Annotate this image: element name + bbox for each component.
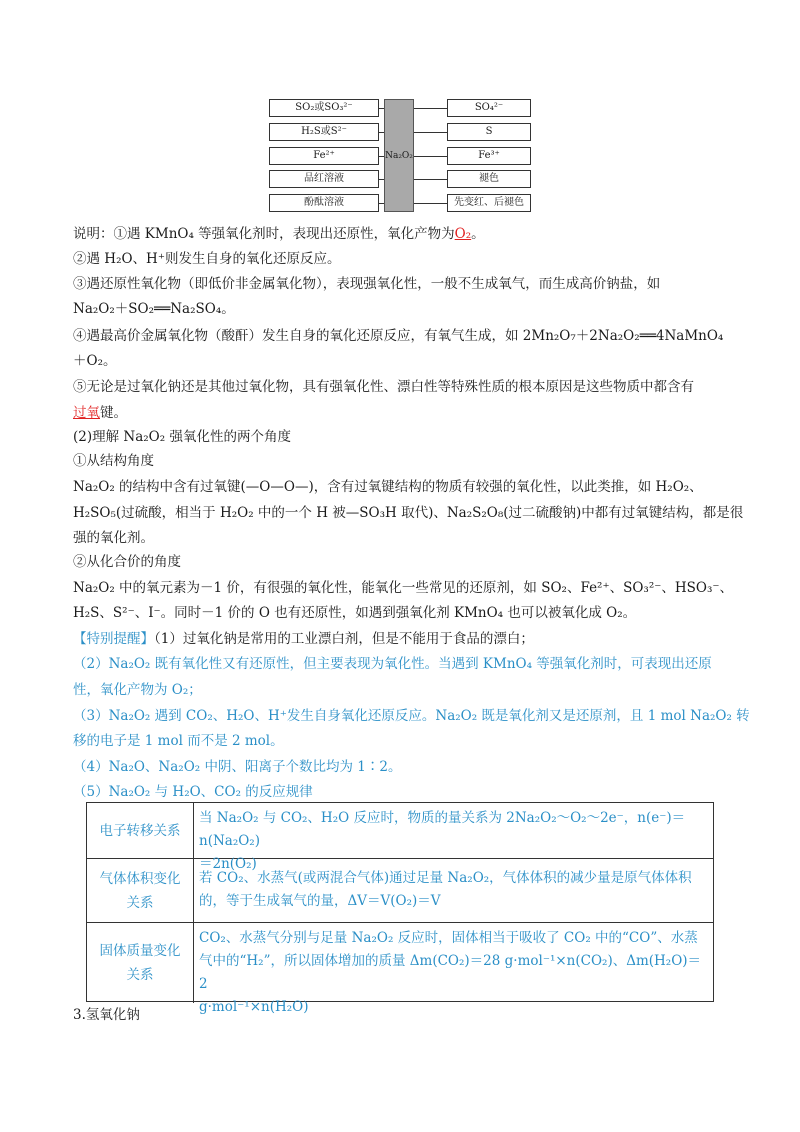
tip-line: 性，氧化产物为 O₂； [73,682,202,698]
connector-line [414,203,447,204]
note-line: ⑤无论是过氧化钠还是其他过氧化物，具有强氧化性、漂白性等特殊性质的根本原因是这些物质中都含有 [73,379,694,395]
diagram-right-box: Fe³⁺ [447,147,531,165]
paragraph-line: Na₂O₂ 中的氧元素为－1 价，有很强的氧化性，能氧化一些常见的还原剂，如 SO₂、Fe²⁺、SO₃²⁻、HSO₃⁻、 [73,580,733,596]
table-label-line: 关系 [126,894,154,911]
table-content-line: 若 CO₂、水蒸气(或两混合气体)通过足量 Na₂O₂，气体体积的减少量是原气体体积 [199,870,692,886]
note-line [73,403,127,423]
tip-line: （3）Na₂O₂ 遇到 CO₂、H₂O、H⁺发生自身氧化还原反应。Na₂O₂ 既是氧化剂又是还原剂，且 1 mol Na₂O₂ 转 [73,708,750,724]
tip-line: （2）Na₂O₂ 既有氧化性又有还原性，但主要表现为氧化性。当遇到 KMnO₄ 等强氧化剂时，可表现出还原 [73,656,712,672]
highlight-answer: O₂ [454,226,472,242]
tip-label: 【特别提醒】 [73,631,154,647]
section-heading: 3.氢氧化钠 [73,1007,140,1023]
table-row-content [199,927,707,1019]
connector-line [414,179,447,180]
paragraph-line: H₂SO₅(过硫酸，相当于 H₂O₂ 中的一个 H 被—SO₃H 取代)、Na₂S₂O₈(过二硫酸钠)中都有过氧键结构，都是很 [73,505,744,521]
table-content-line: 当 Na₂O₂ 与 CO₂、H₂O 反应时，物质的量关系为 2Na₂O₂～O₂～2e⁻，n(e⁻)＝n(Na₂O₂) [199,810,686,849]
note-text: 键。 [100,405,127,421]
na2o2-reaction-diagram [269,99,531,212]
table-row [87,803,713,872]
note-line [73,224,485,244]
table-label-line: 关系 [126,967,154,983]
table-label-line: 气体体积变化 [99,870,181,887]
diagram-right-box: 褪色 [447,170,531,188]
tip-text: （1）过氧化钠是常用的工业漂白剂，但是不能用于食品的漂白； [154,631,534,647]
table-row-content [199,867,707,913]
paragraph-line: H₂S、S²⁻、I⁻。同时－1 价的 O 也有还原性，如遇到强氧化剂 KMnO₄ 也可以被氧化成 O₂。 [73,605,637,621]
paragraph-line: 强的氧化剂。 [73,530,154,546]
note-line: ④遇最高价金属氧化物（酸酐）发生自身的氧化还原反应，有氧气生成，如 2Mn₂O₇＋2Na₂O₂══4NaMnO₄ [73,328,724,344]
connector-line [414,156,447,157]
table-content-line: CO₂、水蒸气分别与足量 Na₂O₂ 反应时，固体相当于吸收了 CO₂ 中的“CO”、水蒸 [199,930,698,946]
diagram-left-box: Fe²⁺ [269,147,379,165]
table-row [87,923,713,1015]
highlight-answer: 过氧 [73,405,100,421]
tip-line [73,629,534,649]
section-title: (2)理解 Na₂O₂ 强氧化性的两个角度 [73,429,291,445]
note-line: ＋O₂。 [73,353,117,369]
subheading: ①从结构角度 [73,453,154,469]
table-row [87,859,713,923]
table-content-line: ＝2n(O₂) [199,856,257,872]
table-content-line: g·mol⁻¹×n(H₂O) [199,999,309,1015]
table-row-label: 电子转移关系 [87,803,194,858]
tip-line: 移的电子是 1 mol 而不是 2 mol。 [73,733,284,749]
note-line: Na₂O₂＋SO₂══Na₂SO₄。 [73,301,235,317]
table-content-line: 气中的“H₂”，所以固体增加的质量 Δm(CO₂)＝28 g·mol⁻¹×n(CO₂)、Δm(H₂O)＝2 [199,953,702,992]
diagram-left-box: H₂S或S²⁻ [269,123,379,141]
table-content-line: 的，等于生成氧气的量，ΔV＝V(O₂)＝V [199,893,441,909]
subheading: ②从化合价的角度 [73,554,181,570]
diagram-right-box: 先变红、后褪色 [447,194,531,212]
diagram-left-box: SO₂或SO₃²⁻ [269,99,379,117]
table-row-label [87,859,194,922]
diagram-right-box: S [447,123,531,141]
table-row-label [87,923,194,1003]
note-text: 说明：①遇 KMnO₄ 等强氧化剂时，表现出还原性，氧化产物为 [73,226,455,242]
paragraph-line: Na₂O₂ 的结构中含有过氧键(—O—O—)，含有过氧键结构的物质有较强的氧化性，以此类推，如 H₂O₂、 [73,479,703,495]
note-line: ②遇 H₂O、H⁺则发生自身的氧化还原反应。 [73,251,341,267]
tip-line: （5）Na₂O₂ 与 H₂O、CO₂ 的反应规律 [73,784,313,800]
table-label-line: 固体质量变化 [99,943,181,959]
diagram-right-box: SO₄²⁻ [447,99,531,117]
note-line: ③遇还原性氧化物（即低价非金属氧化物），表现强氧化性，一般不生成氧气，而生成高价钠盐，如 [73,276,661,292]
connector-line [414,132,447,133]
note-text: 。 [471,226,485,242]
diagram-left-box: 品红溶液 [269,170,379,188]
reaction-rules-table [86,802,714,1015]
diagram-left-box: 酚酞溶液 [269,194,379,212]
tip-line: （4）Na₂O、Na₂O₂ 中阴、阳离子个数比均为 1∶2。 [73,759,402,775]
connector-line [414,108,447,109]
diagram-center-na2o2: Na₂O₂ [384,99,414,212]
